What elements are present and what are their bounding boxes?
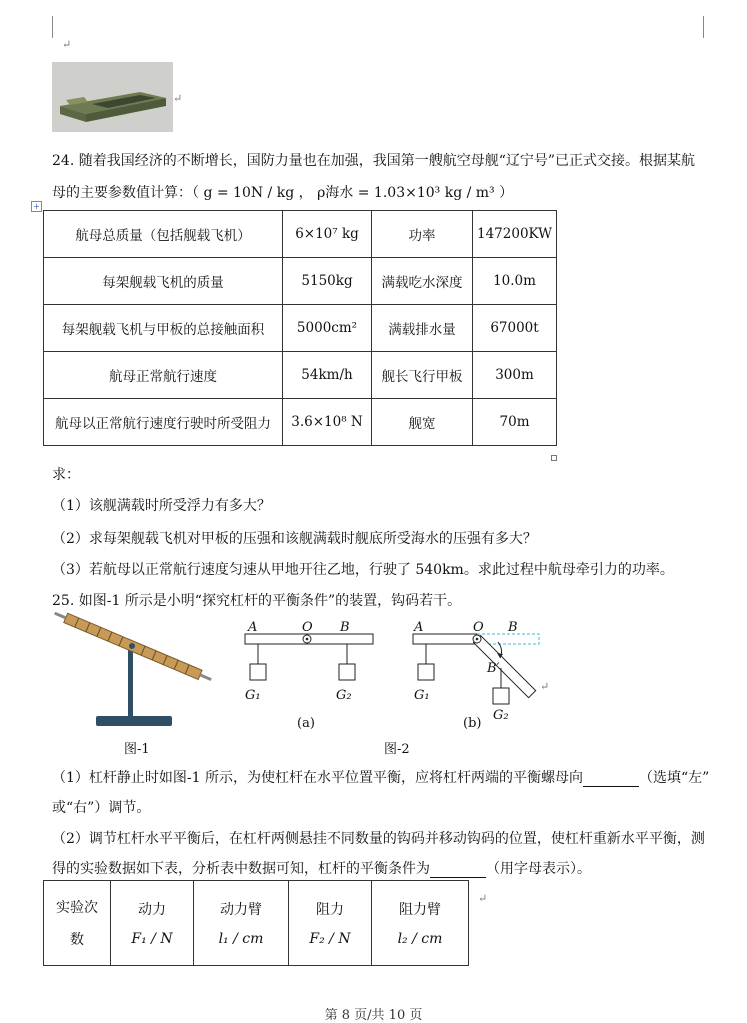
label-b: B [508,620,518,635]
header-effort-force [111,881,194,966]
q24-sub2: （2）求每架舰载飞机对甲板的压强和该舰满载时舰底所受海水的压强有多大？ [52,531,537,547]
table-row [44,211,557,258]
q25-part2-line1: （2）调节杠杆水平平衡后，在杠杆两侧悬挂不同数量的钩码并移动钩码的位置，使杠杆重新水平平衡，测 [52,831,705,847]
table-cell: 每架舰载飞机的质量 [44,258,283,305]
header-text: 动力臂 [220,902,262,918]
q25-part2-line2 [52,858,591,878]
label-a: A [414,620,424,635]
page-footer: 第 8 页/共 10 页 [324,1008,423,1023]
return-mark: ↵ [478,892,488,905]
crop-mark-right [703,16,704,38]
q25-part1-line2: 或“右”）调节。 [52,800,151,816]
header-unit: l₁ / cm [218,931,264,947]
header-text: 阻力 [316,902,344,918]
label-g2: G₂ [336,688,352,703]
table-row [44,352,557,399]
q24-line2: 母的主要参数值计算：（ g = 10N / kg ， ρ海水 = 1.03×10³ kg / m³ ） [52,185,514,201]
table-cell: 每架舰载飞机与甲板的总接触面积 [44,305,283,352]
q24-ask: 求： [52,467,80,483]
header-unit: F₁ / N [131,931,173,947]
q24-sub1: （1）该舰满载时所受浮力有多大？ [52,498,271,514]
label-o: O [473,620,484,635]
table-cell: 舰宽 [372,399,473,446]
table-row [44,399,557,446]
label-b: B [340,620,350,635]
return-mark: ↵ [173,92,183,105]
artifact-photo [52,62,173,132]
table-cell: 满载排水量 [372,305,473,352]
header-unit: l₂ / cm [397,931,443,947]
table-cell: 300m [473,352,557,399]
label-b-prime: B′ [487,661,500,676]
crop-mark-left [52,16,53,38]
table-cell: 5000cm² [283,305,372,352]
table-cell: 147200KW [473,211,557,258]
table-cell: 6×10⁷ kg [283,211,372,258]
header-text: 动力 [138,902,166,918]
figure-2-caption: 图-2 [384,742,410,757]
table-cell: 67000t [473,305,557,352]
table-resize-handle[interactable] [551,455,557,461]
figure-1-lever-stand [52,612,217,732]
table-cell: 航母总质量（包括舰载飞机） [44,211,283,258]
q24-sub3: （3）若航母以正常航行速度匀速从甲地开往乙地，行驶了 540km。求此过程中航母牵引力的功率。 [52,562,674,578]
table-row [44,258,557,305]
table-cell: 功率 [372,211,473,258]
header-unit: F₂ / N [309,931,351,947]
label-g1: G₁ [245,688,261,703]
header-effort-arm [194,881,289,966]
table-move-handle-icon[interactable]: + [31,201,42,212]
table-cell: 54km/h [283,352,372,399]
header-trial [44,881,111,966]
table-cell: 3.6×10⁸ N [283,399,372,446]
figure-2b-subcaption: (b) [463,716,482,731]
label-o: O [302,620,313,635]
q25-part1-option: （选填“左” [639,770,710,786]
experiment-data-table [43,880,469,966]
return-mark: ↵ [540,680,550,693]
header-text: 实验次 [56,900,98,916]
figure-2a-subcaption: (a) [297,716,315,731]
label-g1: G₁ [414,688,430,703]
table-cell: 满载吃水深度 [372,258,473,305]
table-header-row [44,881,469,966]
header-load-force [289,881,372,966]
answer-blank-direction[interactable] [583,770,639,787]
q25-line1: 25. 如图-1 所示是小明“探究杠杆的平衡条件”的装置，钩码若干。 [52,593,462,609]
q25-part1-text: （1）杠杆静止时如图-1 所示，为使杠杆在水平位置平衡，应将杠杆两端的平衡螺母向 [52,770,583,786]
q25-part2-hint: （用字母表示）。 [486,861,591,877]
header-text: 阻力臂 [399,902,441,918]
header-load-arm [372,881,469,966]
table-row [44,305,557,352]
q24-line1: 24. 随着我国经济的不断增长，国防力量也在加强，我国第一艘航空母舰“辽宁号”已正式交接。根据某航 [52,153,696,169]
label-g2: G₂ [493,708,509,723]
table-cell: 70m [473,399,557,446]
carrier-parameter-table [43,210,557,446]
table-cell: 航母正常航行速度 [44,352,283,399]
figure-1-caption: 图-1 [124,742,150,757]
table-cell: 航母以正常航行速度行驶时所受阻力 [44,399,283,446]
table-cell: 舰长飞行甲板 [372,352,473,399]
figure-2b-lever-diagram [408,620,548,720]
q25-part2-text: 得的实验数据如下表，分析表中数据可知，杠杆的平衡条件为 [52,861,430,877]
q25-part1-line1 [52,767,709,787]
table-cell: 10.0m [473,258,557,305]
return-mark: ↵ [62,38,72,51]
answer-blank-condition[interactable] [430,861,486,878]
label-a: A [248,620,258,635]
table-cell: 5150kg [283,258,372,305]
header-text: 数 [70,932,84,948]
